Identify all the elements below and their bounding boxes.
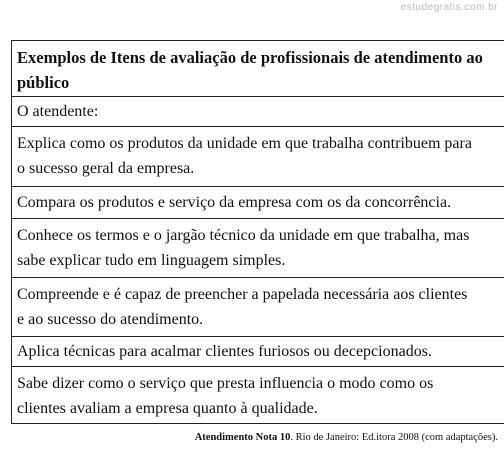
source-caption (195, 432, 498, 443)
table-row (12, 278, 504, 337)
table-row (12, 219, 504, 278)
row-4-line-2: sabe explicar tudo em linguagem simples. (17, 252, 286, 269)
table-row (12, 337, 504, 367)
row-6-line-1: Aplica técnicas para acalmar clientes furiosos ou decepcionados. (17, 343, 432, 360)
row-5-line-1: Compreende e é capaz de preencher a papelada necessária aos clientes (17, 286, 468, 303)
source-details: . Rio de Janeiro: Ed.itora 2008 (com adaptações). (290, 432, 498, 443)
header-line-1: Exemplos de Itens de avaliação de profissionais de atendimento ao (17, 48, 483, 67)
row-4-line-1: Conhece os termos e o jargão técnico da unidade em que trabalha, mas (17, 227, 470, 244)
row-3-line-1: Compara os produtos e serviço da empresa com os da concorrência. (17, 194, 452, 211)
row-1-line-1: O atendente: (17, 103, 99, 120)
table-row (12, 367, 504, 425)
row-7-line-2: clientes avaliam a empresa quanto à qualidade. (17, 400, 318, 417)
source-title: Atendimento Nota 10 (194, 432, 291, 443)
row-2-line-2: o sucesso geral da empresa. (17, 160, 195, 177)
row-2-line-1: Explica como os produtos da unidade em que trabalha contribuem para (17, 135, 472, 152)
table-header (12, 41, 504, 97)
table-row (12, 127, 504, 187)
watermark-text: estudegratis.com.br (400, 2, 498, 13)
header-line-2: público (17, 73, 70, 92)
row-7-line-1: Sabe dizer como o serviço que presta influencia o modo como os (17, 375, 434, 392)
evaluation-table (11, 40, 504, 424)
row-5-line-2: e ao sucesso do atendimento. (17, 311, 204, 328)
table-row (12, 97, 504, 127)
table-row (12, 187, 504, 219)
